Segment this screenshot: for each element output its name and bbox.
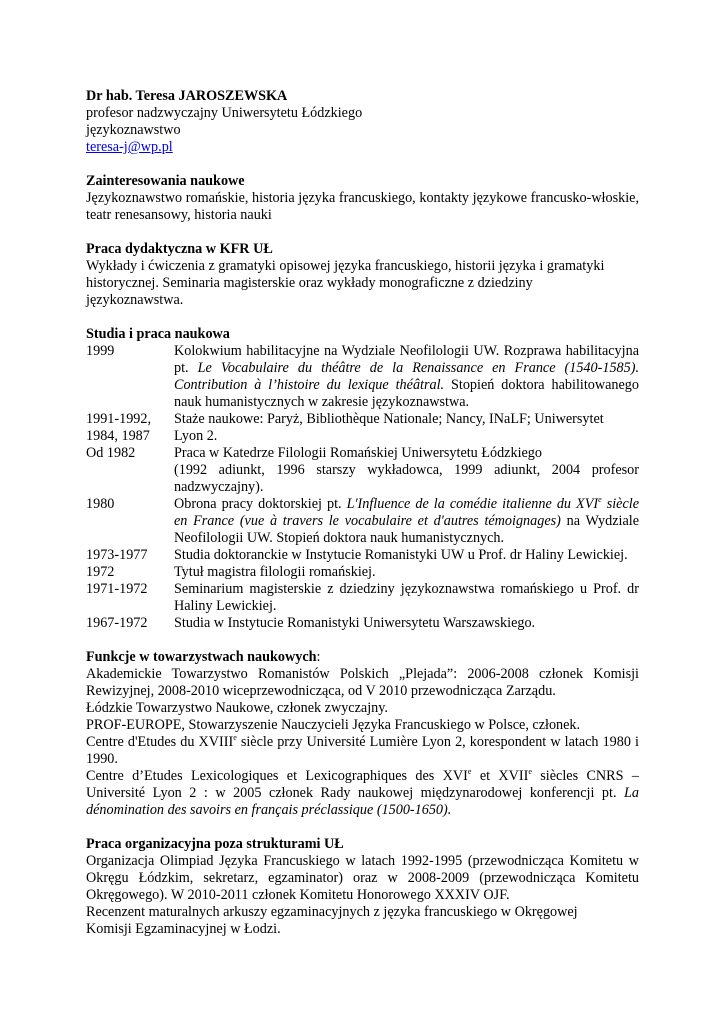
timeline-description: Praca w Katedrze Filologii Romańskiej Uniwersytetu Łódzkiego (1992 adiunkt, 1996 starszy wykładowca, 1999 adiunkt, 2004 profesor nadzwyczajny).	[174, 445, 639, 495]
interests-heading: Zainteresowania naukowe	[86, 173, 245, 189]
society-entry: Centre d’Etudes Lexicologiques et Lexicographiques des XVIe et XVIIe siècles CNRS – Université Lyon 2 : w 2005 członek Rady naukowej międzynarodowej konferencji pt. La dénomination des savoirs en français préclassique (1500-1650).	[86, 767, 639, 818]
timeline-description: Seminarium magisterskie z dziedziny językoznawstwa romańskiego u Prof. dr Haliny Lewickiej.	[174, 581, 639, 614]
timeline-description: Studia doktoranckie w Instytucie Romanistyki UW u Prof. dr Haliny Lewickiej.	[174, 547, 628, 563]
society-entry: Akademickie Towarzystwo Romanistów Polskich „Plejada”: 2006-2008 członek Komisji Rewizyjnej, 2008-2010 wiceprzewodnicząca, od V 2010 przewodnicząca Zarządu.	[86, 666, 639, 699]
teaching-line: językoznawstwa.	[86, 292, 184, 308]
timeline-year: 1991-1992, 1984, 1987	[86, 411, 152, 444]
timeline-entry	[86, 564, 639, 581]
habilitation-title: Le Vocabulaire du théâtre de la Renaissance en France (1540-1585). Contribution à l’histoire du lexique théâtral.	[174, 360, 639, 393]
timeline-year: 1999	[86, 343, 115, 359]
field-of-study: językoznawstwo	[86, 122, 181, 138]
timeline-description: Obrona pracy doktorskiej pt. L'Influence de la comédie italienne du XVIe siècle en France (vue à travers le vocabulaire et d'autres témoignages) na Wydziale Neofilologii UW. Stopień doktora nauk humanistycznych.	[174, 495, 639, 546]
timeline-year: Od 1982	[86, 445, 136, 461]
studies-heading: Studia i praca naukowa	[86, 326, 230, 342]
timeline-year: 1967-1972	[86, 615, 148, 631]
timeline-year: 1971-1972	[86, 581, 148, 597]
timeline-entry	[86, 445, 639, 496]
timeline-entry	[86, 496, 639, 547]
society-entry: PROF-EUROPE, Stowarzyszenie Nauczycieli Języka Francuskiego w Polsce, członek.	[86, 717, 581, 733]
timeline-year: 1980	[86, 496, 115, 512]
societies-heading: Funkcje w towarzystwach naukowych:	[86, 649, 321, 665]
organization-text: Organizacja Olimpiad Języka Francuskiego w latach 1992-1995 (przewodnicząca Komitetu w Okręgu Łódzkim, sekretarz, egzaminator) oraz w 2008-2009 (przewodnicząca Komitetu Okręgowego). W 2010-2011 członek Komitetu Honorowego XXXIV OJF.	[86, 853, 639, 903]
interests-text: Językoznawstwo romańskie, historia języka francuskiego, kontakty językowe francusko-włoskie, teatr renesansowy, historia nauki	[86, 190, 639, 223]
timeline-entry	[86, 581, 639, 615]
timeline-year: 1973-1977	[86, 547, 148, 563]
academic-position: profesor nadzwyczajny Uniwersytetu Łódzkiego	[86, 105, 363, 121]
doctoral-thesis-title: L'Influence de la comédie italienne du XVIe siècle en France (vue à travers le vocabulaire et d'autres témoignages)	[174, 495, 639, 529]
cv-document	[86, 88, 639, 938]
timeline-description: Studia w Instytucie Romanistyki Uniwersytetu Warszawskiego.	[174, 615, 536, 631]
teaching-line: Wykłady i ćwiczenia z gramatyki opisowej języka francuskiego, historii języka i gramatyki	[86, 258, 605, 274]
teaching-line: historycznej. Seminaria magisterskie oraz wykłady monograficzne z dziedziny	[86, 275, 533, 291]
conference-title: La dénomination des savoirs en français préclassique (1500-1650).	[86, 785, 639, 818]
timeline-year: 1972	[86, 564, 115, 580]
timeline-entry	[86, 343, 639, 411]
timeline-description: Staże naukowe: Paryż, Bibliothèque Nationale; Nancy, INaLF; Uniwersytet Lyon 2.	[174, 411, 604, 444]
organization-heading: Praca organizacyjna poza strukturami UŁ	[86, 836, 344, 852]
timeline-entry	[86, 615, 639, 632]
society-entry: Łódzkie Towarzystwo Naukowe, członek zwyczajny.	[86, 700, 388, 716]
society-entry: Centre d'Etudes du XVIIIe siècle przy Université Lumière Lyon 2, korespondent w latach 1980 i 1990.	[86, 733, 639, 767]
timeline-entry	[86, 547, 639, 564]
organization-line: Recenzent maturalnych arkuszy egzaminacyjnych z języka francuskiego w Okręgowej	[86, 904, 578, 920]
timeline-description: Kolokwium habilitacyjne na Wydziale Neofilologii UW. Rozprawa habilitacyjna pt. Le Vocabulaire du théâtre de la Renaissance en France (1540-1585). Contribution à l’histoire du lexique théâtral. Stopień doktora habilitowanego nauk humanistycznych w zakresie językoznawstwa.	[174, 343, 639, 410]
organization-line: Komisji Egzaminacyjnej w Łodzi.	[86, 921, 281, 937]
person-name: Dr hab. Teresa JAROSZEWSKA	[86, 88, 288, 104]
timeline-description: Tytuł magistra filologii romańskiej.	[174, 564, 376, 580]
email-link[interactable]: teresa-j@wp.pl	[86, 139, 173, 155]
timeline-entry	[86, 411, 639, 445]
teaching-heading: Praca dydaktyczna w KFR UŁ	[86, 241, 273, 257]
